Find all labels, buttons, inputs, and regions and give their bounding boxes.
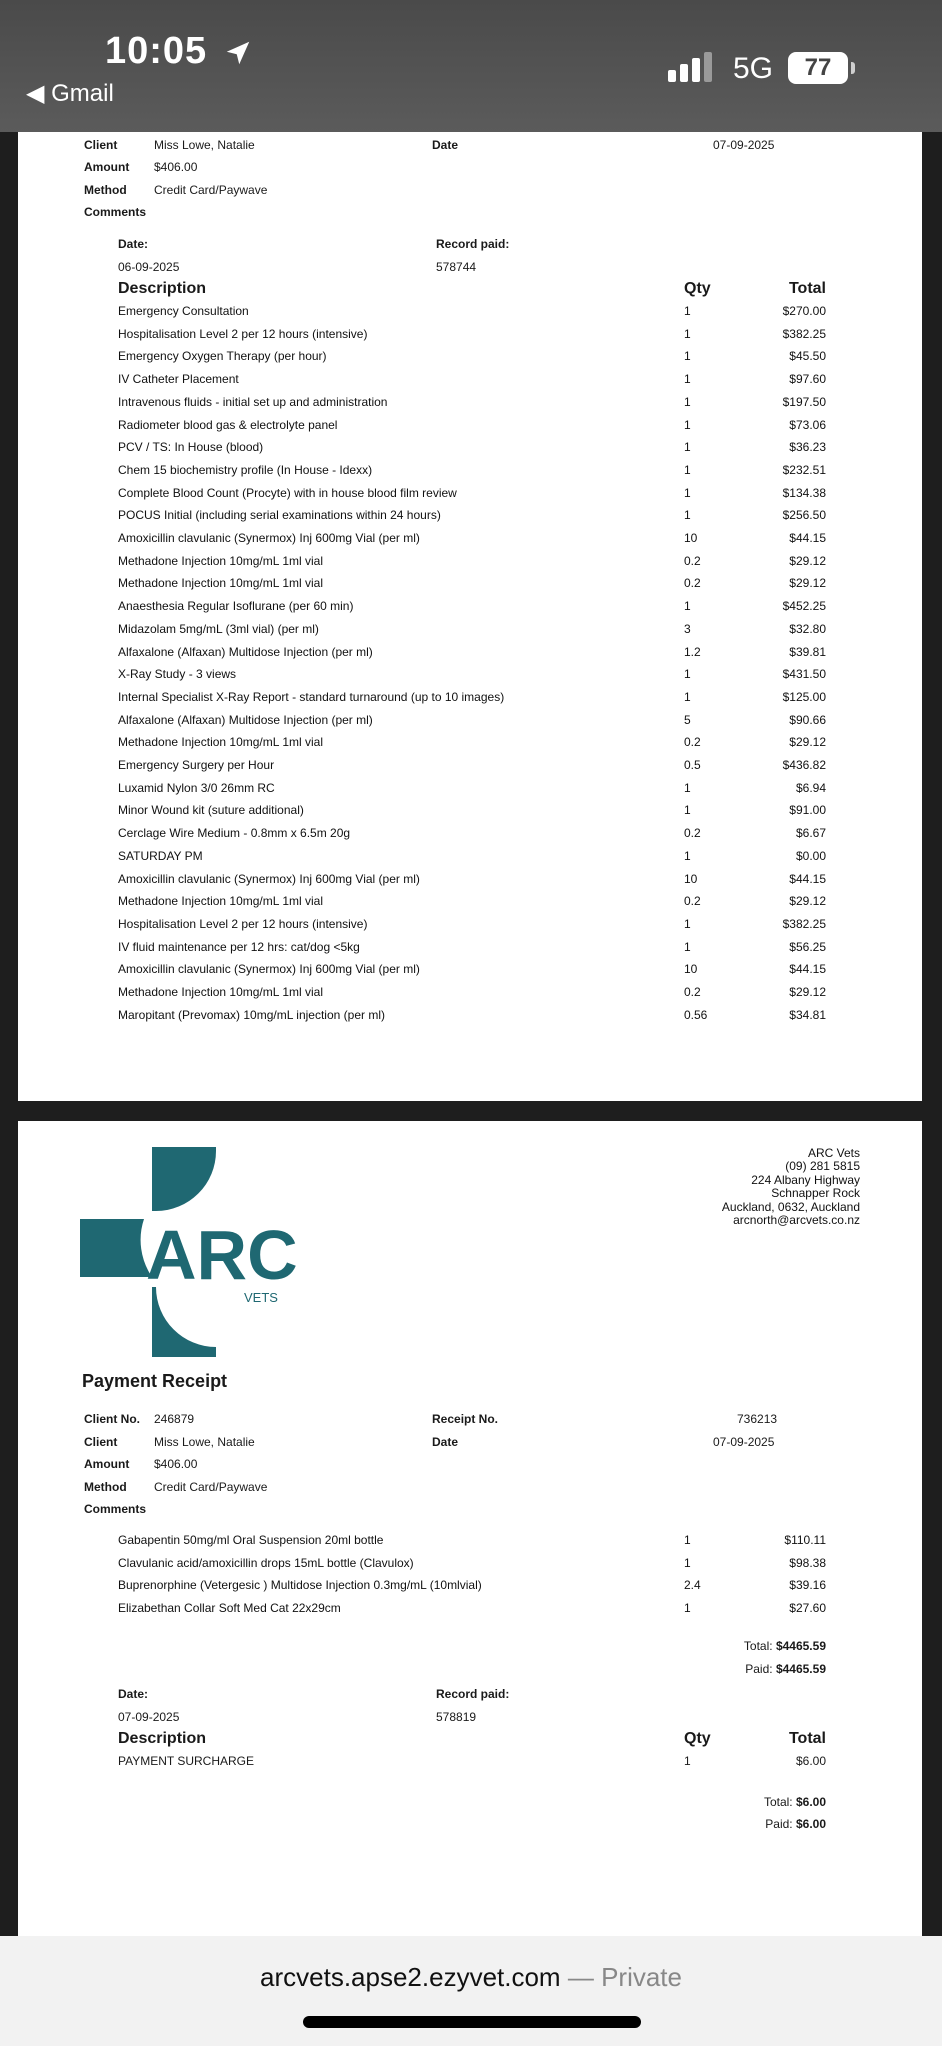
item-description: Amoxicillin clavulanic (Synermox) Inj 600mg Vial (per ml) [118, 531, 420, 545]
table-row [18, 940, 922, 962]
total-value: $4465.59 [775, 1639, 826, 1653]
item-qty: 0.2 [684, 735, 701, 750]
item-qty: 1.2 [684, 644, 701, 659]
clinic-suburb: Schnapper Rock [771, 1186, 860, 1201]
record-date-label: Date: [118, 1687, 149, 1701]
network-type: 5G [733, 52, 774, 85]
paid-label: Paid: [765, 1817, 793, 1831]
surcharge-grand-total [764, 1795, 826, 1809]
table-row [18, 1533, 922, 1555]
item-total: $436.82 [782, 758, 826, 772]
item-description: Radiometer blood gas & electrolyte panel [118, 417, 338, 432]
table-row [18, 327, 922, 349]
client-label: Client [84, 1435, 118, 1449]
table-row [18, 1601, 922, 1623]
surcharge-qty: 1 [684, 1754, 691, 1768]
item-total: $110.11 [784, 1533, 826, 1547]
col-total: Total [788, 1730, 826, 1747]
item-description: Intravenous fluids - initial set up and administration [118, 394, 388, 409]
item-description: Cerclage Wire Medium - 0.8mm x 6.5m 20g [118, 826, 351, 841]
item-qty: 1 [684, 394, 691, 409]
item-description: IV fluid maintenance per 12 hrs: cat/dog <5kg [118, 939, 360, 954]
private-label: Private [601, 1962, 682, 1992]
item-description: SATURDAY PM [118, 848, 203, 863]
item-description: Clavulanic acid/amoxicillin drops 15mL bottle (Clavulox) [118, 1555, 414, 1570]
item-qty: 1 [684, 780, 691, 795]
item-qty: 1 [684, 508, 691, 523]
table-row [18, 395, 922, 417]
item-qty: 1 [684, 1555, 691, 1570]
item-total: $34.81 [789, 1007, 826, 1022]
record-paid-label: Record paid: [436, 237, 510, 251]
grand-paid [745, 1662, 826, 1676]
clinic-street: 224 Albany Highway [751, 1172, 860, 1187]
item-description: Alfaxalone (Alfaxan) Multidose Injection (per ml) [118, 712, 373, 727]
battery-nub [851, 62, 855, 74]
paid-label: Paid: [745, 1662, 773, 1676]
item-description: POCUS Initial (including serial examinations within 24 hours) [118, 508, 441, 523]
item-description: IV Catheter Placement [118, 372, 239, 387]
amount-label: Amount [84, 1457, 130, 1471]
item-total: $27.60 [789, 1601, 826, 1616]
item-description: Anaesthesia Regular Isoflurane (per 60 min) [118, 599, 354, 614]
item-total: $29.12 [789, 894, 826, 909]
item-description: Hospitalisation Level 2 per 12 hours (intensive) [118, 916, 368, 931]
item-description: Internal Specialist X-Ray Report - standard turnaround (up to 10 images) [118, 689, 505, 704]
date-label: Date [432, 138, 459, 152]
col-description: Description [118, 1730, 207, 1747]
record-paid-value: 578819 [436, 1710, 477, 1724]
table-row [18, 1578, 922, 1600]
item-description: Amoxicillin clavulanic (Synermox) Inj 600mg Vial (per ml) [118, 871, 420, 886]
item-total: $32.80 [789, 621, 826, 636]
surcharge-grand-paid [765, 1817, 826, 1831]
item-total: $73.06 [789, 417, 826, 432]
table-row [18, 826, 922, 848]
comments-label: Comments [84, 205, 147, 219]
record-date-value: 07-09-2025 [118, 1710, 180, 1724]
table-row [18, 486, 922, 508]
item-description: Buprenorphine (Vetergesic ) Multidose Injection 0.3mg/mL (10mlvial) [118, 1578, 482, 1593]
table-row [18, 803, 922, 825]
client-no-label: Client No. [84, 1412, 140, 1426]
item-description: Complete Blood Count (Procyte) with in house blood film review [118, 485, 457, 500]
item-qty: 1 [684, 916, 691, 931]
date-value: 07-09-2025 [713, 1435, 775, 1449]
item-description: Minor Wound kit (suture additional) [118, 803, 304, 818]
client-label: Client [84, 138, 118, 152]
item-qty: 0.2 [684, 576, 701, 591]
item-qty: 1 [684, 939, 691, 954]
method-label: Method [84, 1480, 127, 1494]
item-description: Luxamid Nylon 3/0 26mm RC [118, 780, 275, 795]
item-total: $36.23 [789, 440, 826, 455]
item-total: $134.38 [782, 485, 826, 500]
item-qty: 1 [684, 599, 691, 614]
logo-wordmark: ARC [146, 1216, 298, 1294]
item-total: $6.67 [795, 826, 826, 841]
page-title: Payment Receipt [82, 1371, 228, 1391]
table-row [18, 645, 922, 667]
paid-value: $4465.59 [775, 1662, 826, 1676]
item-description: Methadone Injection 10mg/mL 1ml vial [118, 576, 323, 591]
surcharge-description: PAYMENT SURCHARGE [118, 1754, 255, 1768]
item-total: $45.50 [789, 349, 826, 364]
receipt-page-2 [18, 1121, 922, 1936]
item-description: Methadone Injection 10mg/mL 1ml vial [118, 985, 323, 999]
item-total: $91.00 [789, 803, 826, 818]
item-total: $56.25 [789, 939, 826, 954]
table-row [18, 758, 922, 780]
record-paid-label: Record paid: [436, 1687, 510, 1701]
col-description: Description [118, 280, 207, 297]
item-qty: 1 [684, 803, 691, 818]
client-value: Miss Lowe, Natalie [154, 1435, 255, 1449]
item-qty: 0.2 [684, 985, 701, 999]
item-description: Hospitalisation Level 2 per 12 hours (intensive) [118, 326, 368, 341]
item-qty: 1 [684, 417, 691, 432]
item-total: $270.00 [782, 304, 826, 318]
item-total: $0.00 [795, 848, 826, 863]
logo-cross-icon [80, 1147, 320, 1362]
method-value: Credit Card/Paywave [154, 1480, 268, 1494]
item-description: Methadone Injection 10mg/mL 1ml vial [118, 553, 323, 568]
item-total: $44.15 [789, 871, 826, 886]
item-qty: 1 [684, 1601, 691, 1616]
item-description: Methadone Injection 10mg/mL 1ml vial [118, 894, 323, 909]
item-description: Maropitant (Prevomax) 10mg/mL injection (per ml) [118, 1007, 385, 1022]
client-no-value: 246879 [154, 1412, 195, 1426]
browser-footer [0, 1936, 942, 2046]
table-row [18, 531, 922, 553]
date-value: 07-09-2025 [713, 138, 775, 152]
item-description: Midazolam 5mg/mL (3ml vial) (per ml) [118, 621, 319, 636]
item-total: $382.25 [782, 326, 826, 341]
arc-vets-logo [80, 1147, 320, 1362]
item-total: $98.38 [789, 1555, 826, 1570]
date-label: Date [432, 1435, 459, 1449]
item-qty: 1 [684, 440, 691, 455]
col-qty: Qty [684, 280, 711, 297]
item-description: Chem 15 biochemistry profile (In House - Idexx) [118, 462, 373, 477]
clock-time: 10:05 [105, 30, 208, 72]
table-row [18, 554, 922, 576]
table-row [18, 349, 922, 371]
table-row [18, 713, 922, 735]
table-row [18, 667, 922, 689]
col-total: Total [788, 280, 826, 297]
item-total: $39.81 [789, 644, 826, 659]
item-qty: 1 [684, 485, 691, 500]
home-indicator[interactable] [303, 2016, 641, 2028]
amount-value: $406.00 [154, 1457, 198, 1471]
total-value: $6.00 [795, 1795, 826, 1809]
url-text[interactable]: arcvets.apse2.ezyvet.com [260, 1962, 561, 1992]
battery-icon [788, 52, 848, 84]
item-description: Methadone Injection 10mg/mL 1ml vial [118, 735, 323, 750]
battery-level: 77 [804, 54, 832, 81]
item-description: Elizabethan Collar Soft Med Cat 22x29cm [118, 1601, 341, 1616]
item-qty: 0.2 [684, 826, 701, 841]
record-date-value: 06-09-2025 [118, 260, 180, 274]
item-qty: 1 [684, 667, 691, 682]
item-description: Amoxicillin clavulanic (Synermox) Inj 600mg Vial (per ml) [118, 962, 420, 977]
item-qty: 1 [684, 848, 691, 863]
item-qty: 0.2 [684, 553, 701, 568]
logo-subtext: VETS [244, 1290, 278, 1305]
receipt-no-label: Receipt No. [432, 1412, 499, 1426]
table-row [18, 1556, 922, 1578]
item-qty: 5 [684, 712, 691, 727]
table-row [18, 917, 922, 939]
table-row [18, 962, 922, 984]
clinic-address [722, 1147, 860, 1227]
url-separator: — [567, 1962, 594, 1992]
receipt-page-1 [18, 132, 922, 1101]
item-total: $125.00 [782, 689, 826, 704]
table-row [18, 304, 922, 326]
item-total: $97.60 [789, 372, 826, 387]
table-row [18, 849, 922, 871]
item-total: $29.12 [789, 553, 826, 568]
item-total: $6.94 [795, 780, 826, 795]
clinic-email[interactable]: arcnorth@arcvets.co.nz [733, 1213, 860, 1228]
item-total: $232.51 [782, 462, 826, 477]
table-row [18, 622, 922, 644]
table-row [18, 872, 922, 894]
grand-total [744, 1639, 826, 1653]
item-qty: 0.2 [684, 894, 701, 909]
item-total: $44.15 [789, 531, 826, 545]
item-qty: 1 [684, 326, 691, 341]
item-description: Emergency Oxygen Therapy (per hour) [118, 349, 327, 364]
item-qty: 0.5 [684, 758, 701, 772]
paid-value: $6.00 [795, 1817, 826, 1831]
table-row [18, 463, 922, 485]
surcharge-total: $6.00 [795, 1754, 826, 1768]
table-row [18, 599, 922, 621]
item-total: $39.16 [789, 1578, 826, 1593]
item-total: $29.12 [789, 985, 826, 999]
cellular-signal-icon [668, 52, 716, 82]
item-description: X-Ray Study - 3 views [118, 667, 237, 682]
table-row [18, 1008, 922, 1030]
item-qty: 10 [684, 871, 698, 886]
item-qty: 10 [684, 531, 698, 545]
item-qty: 1 [684, 689, 691, 704]
location-arrow-icon [223, 38, 253, 68]
item-total: $452.25 [782, 599, 826, 614]
amount-label: Amount [84, 160, 130, 174]
method-value: Credit Card/Paywave [154, 183, 268, 197]
clinic-name: ARC Vets [807, 1146, 860, 1160]
item-qty: 1 [684, 1533, 691, 1547]
table-row [18, 735, 922, 757]
table-row [18, 690, 922, 712]
item-total: $382.25 [782, 916, 826, 931]
amount-value: $406.00 [154, 160, 198, 174]
item-description: Alfaxalone (Alfaxan) Multidose Injection (per ml) [118, 644, 373, 659]
method-label: Method [84, 183, 127, 197]
item-description: Gabapentin 50mg/ml Oral Suspension 20ml bottle [118, 1533, 384, 1547]
item-qty: 0.56 [684, 1007, 708, 1022]
table-row [18, 985, 922, 1007]
clinic-city: Auckland, 0632, Auckland [721, 1199, 860, 1214]
total-label: Total: [763, 1795, 793, 1809]
receipt-no-value: 736213 [737, 1412, 778, 1426]
table-row [18, 576, 922, 598]
table-row [18, 508, 922, 530]
item-total: $197.50 [782, 394, 826, 409]
item-qty: 1 [684, 462, 691, 477]
item-qty: 1 [684, 304, 691, 318]
item-qty: 10 [684, 962, 698, 977]
item-description: PCV / TS: In House (blood) [118, 440, 264, 455]
item-total: $90.66 [789, 712, 826, 727]
table-row [18, 440, 922, 462]
table-row [18, 372, 922, 394]
address-bar[interactable] [0, 1962, 942, 1993]
clinic-phone: (09) 281 5815 [785, 1159, 860, 1174]
record-paid-value: 578744 [436, 260, 477, 274]
comments-label: Comments [84, 1502, 147, 1516]
item-qty: 3 [684, 621, 691, 636]
back-to-gmail-button[interactable]: ◀ Gmail [26, 80, 114, 107]
item-total: $256.50 [782, 508, 826, 523]
item-total: $29.12 [789, 576, 826, 591]
item-total: $29.12 [789, 735, 826, 750]
status-bar [0, 0, 942, 132]
record-date-label: Date: [118, 237, 149, 251]
item-total: $44.15 [789, 962, 826, 977]
item-qty: 2.4 [684, 1578, 701, 1593]
item-total: $431.50 [782, 667, 826, 682]
item-description: Emergency Surgery per Hour [118, 758, 275, 772]
table-row [18, 894, 922, 916]
total-label: Total: [743, 1639, 773, 1653]
col-qty: Qty [684, 1730, 711, 1747]
table-row [18, 418, 922, 440]
clock [105, 30, 253, 73]
item-qty: 1 [684, 349, 691, 364]
item-description: Emergency Consultation [118, 304, 249, 318]
item-qty: 1 [684, 372, 691, 387]
table-row [18, 781, 922, 803]
client-value: Miss Lowe, Natalie [154, 138, 255, 152]
